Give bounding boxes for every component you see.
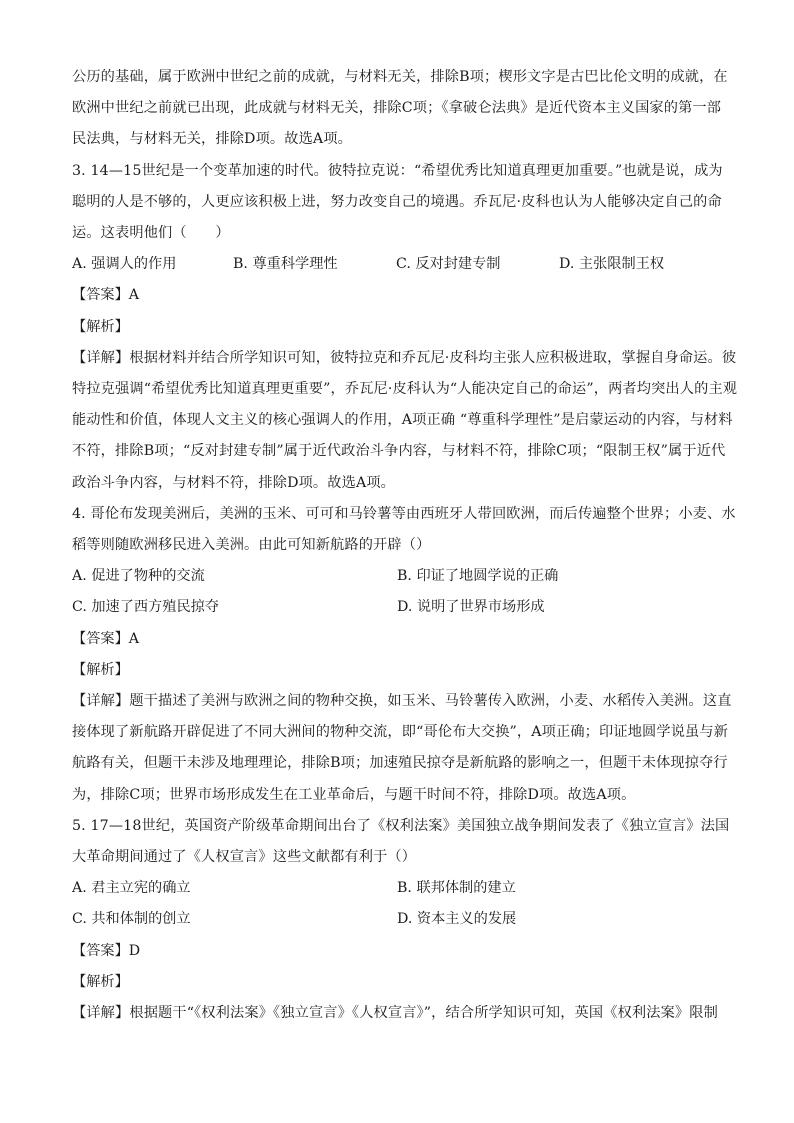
detail-line: 【详解】题干描述了美洲与欧洲之间的物种交换，如玉米、马铃薯传入欧洲，小麦、水稻传入美洲。这直	[72, 693, 732, 710]
detail-line: 【详解】根据题干“《权利法案》《独立宣言》《人权宣言》”，结合所学知识可知，英国《权利法案》限制	[72, 1005, 718, 1022]
option-c: C. 共和体制的创立	[72, 911, 191, 928]
question-5	[72, 811, 730, 1029]
analysis-label: 【解析】	[72, 318, 129, 335]
option-b: B. 尊重科学理性	[233, 256, 338, 273]
question-stem-line: 聪明的人是不够的，人更应该积极上进，努力改变自己的境遇。乔瓦尼·皮科也认为人能够决定自己的命	[72, 193, 722, 210]
answer-label: 【答案】A	[72, 630, 139, 647]
detail-line: 【详解】根据材料并结合所学知识可知，彼特拉克和乔瓦尼·皮科均主张人应积极进取，掌握自身命运。彼	[72, 349, 737, 366]
option-d: D. 说明了世界市场形成	[397, 599, 545, 616]
answer-label: 【答案】D	[72, 942, 141, 959]
options-row	[72, 592, 722, 623]
answer-label: 【答案】A	[72, 287, 139, 304]
question-stem-line: 3. 14—15世纪是一个变革加速的时代。彼特拉克说：“希望优秀比知道真理更加重要。”也就是说，成为	[72, 162, 723, 179]
question-3	[72, 156, 738, 499]
option-c: C. 反对封建专制	[396, 256, 501, 273]
detail-line: 航路有关，但题干未涉及地理理论，排除B项；加速殖民掠夺是新航路的影响之一，但题干未体现掠夺行	[72, 755, 728, 772]
options-row	[72, 904, 722, 935]
options-row	[72, 249, 722, 280]
detail-line: 不符，排除B项；“反对封建专制”属于近代政治斗争内容，与材料不符，排除C项；“限制王权”属于近代	[72, 443, 726, 460]
options-row	[72, 873, 722, 904]
analysis-label: 【解析】	[72, 661, 129, 678]
detail-line: 政治斗争内容，与材料不符，排除D项。故选A项。	[72, 474, 396, 491]
detail-line: 能动性和价值，体现人文主义的核心强调人的作用，A项正确 “尊重科学理性”是启蒙运动的内容，与材料	[72, 412, 733, 429]
document-page	[72, 62, 738, 1029]
option-c: C. 加速了西方殖民掠夺	[72, 599, 220, 616]
analysis-label: 【解析】	[72, 973, 129, 990]
option-a: A. 强调人的作用	[72, 256, 177, 273]
question-stem-line: 4. 哥伦布发现美洲后，美洲的玉米、可可和马铃薯等由西班牙人带回欧洲，而后传遍整个世界；小麦、水	[72, 505, 736, 522]
question-4	[72, 499, 736, 811]
detail-line: 接体现了新航路开辟促进了不同大洲间的物种交流，即“哥伦布大交换”，A项正确；印证地圆学说虽与新	[72, 724, 729, 741]
question-stem-line: 稻等则随欧洲移民进入美洲。由此可知新航路的开辟（）	[72, 537, 431, 554]
question-stem-line: 5. 17—18世纪，英国资产阶级革命期间出台了《权利法案》美国独立战争期间发表了《独立宣言》法国	[72, 817, 730, 834]
option-b: B. 印证了地圆学说的正确	[397, 568, 559, 585]
detail-line: 特拉克强调“希望优秀比知道真理更重要”，乔瓦尼·皮科认为“人能决定自己的命运”，两者均突出人的主观	[72, 381, 738, 398]
intro-paragraph	[72, 62, 728, 156]
text-line: 民法典，与材料无关，排除D项。故选A项。	[72, 131, 352, 148]
text-line: 欧洲中世纪之前就已出现，此成就与材料无关，排除C项；《拿破仑法典》是近代资本主义国家的第一部	[72, 100, 722, 117]
question-stem-line: 运。这表明他们（ ）	[72, 225, 230, 242]
question-stem-line: 大革命期间通过了《人权宣言》这些文献都有利于（）	[72, 849, 417, 866]
detail-line: 为，排除C项；世界市场形成发生在工业革命后，与题干时间不符，排除D项。故选A项。	[72, 786, 636, 803]
options-row	[72, 561, 722, 592]
option-d: D. 资本主义的发展	[397, 911, 517, 928]
option-a: A. 君主立宪的确立	[72, 880, 191, 897]
option-b: B. 联邦体制的建立	[397, 880, 516, 897]
option-a: A. 促进了物种的交流	[72, 568, 205, 585]
option-d: D. 主张限制王权	[559, 256, 665, 273]
text-line: 公历的基础，属于欧洲中世纪之前的成就，与材料无关，排除B项；楔形文字是古巴比伦文明的成就，在	[72, 69, 728, 85]
